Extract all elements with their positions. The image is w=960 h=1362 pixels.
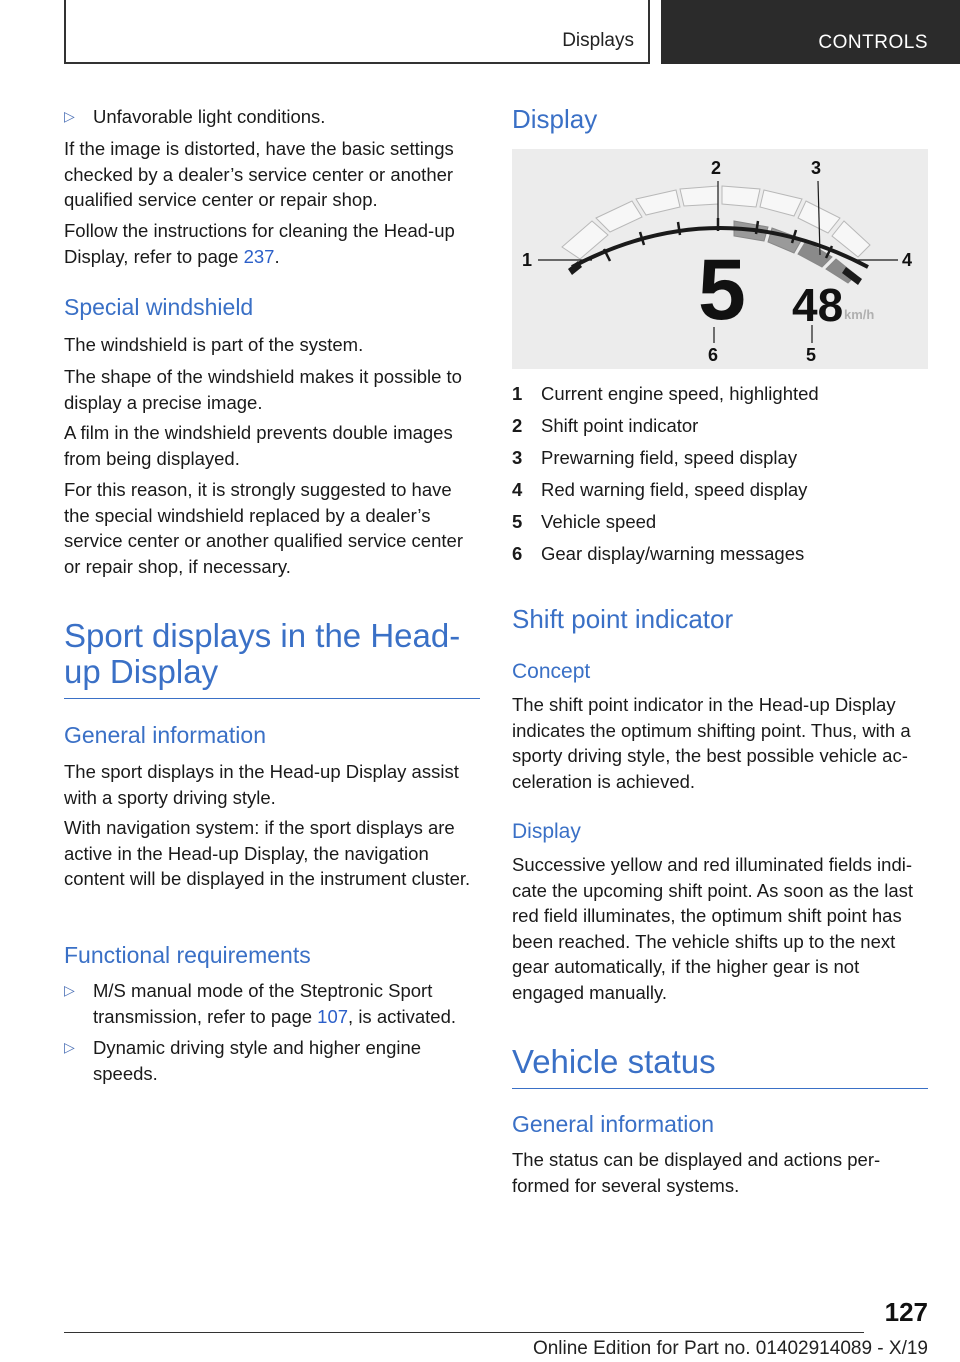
header-chapter-title: CONTROLS bbox=[818, 32, 928, 53]
header-section-box bbox=[64, 0, 650, 64]
paragraph: Successive yellow and red illuminated fields indicate the upcoming shift point. As soon as the last red field illuminates, the optimum shift point has been reached. The vehicle shifts up to the next gear automatically, if the higher gear is not engaged manually. bbox=[512, 854, 914, 1003]
paragraph: Follow the instructions for cleaning the Head-up Display, refer to page 237. bbox=[64, 220, 455, 267]
paragraph: The shape of the windshield makes it possible to display a precise image. bbox=[64, 366, 462, 413]
paragraph: The sport displays in the Head-up Display assist with a sporty driving style. bbox=[64, 761, 459, 808]
heading-vehicle-status: Vehicle status bbox=[512, 1044, 928, 1089]
bullet-triangle-icon: ▷ bbox=[64, 1039, 75, 1055]
heading-shift-point-indicator: Shift point indicator bbox=[512, 604, 734, 634]
heading-general-information: General information bbox=[64, 722, 266, 748]
paragraph: A film in the windshield prevents double images from being displayed. bbox=[64, 422, 453, 469]
heading-functional-requirements: Functional requirements bbox=[64, 942, 311, 968]
hud-illustration bbox=[512, 149, 928, 369]
callout-2: 2 bbox=[711, 158, 722, 178]
bullet-triangle-icon: ▷ bbox=[64, 108, 75, 124]
callout-6: 6 bbox=[708, 345, 719, 365]
paragraph: With navigation system: if the sport displays are active in the Head-up Display, the navigation content will be displayed in the instrument cluster. bbox=[64, 817, 471, 889]
page-link-107[interactable]: 107 bbox=[317, 1005, 349, 1027]
paragraph: The shift point indicator in the Head-up Display indicates the optimum shifting point. Thus, with a sporty driving style, the best possible vehicle acceleration is achieved. bbox=[512, 694, 911, 792]
footer-edition: Online Edition for Part no. 01402914089 - X/19 bbox=[532, 1338, 928, 1359]
vehicle-speed-value: 48 bbox=[792, 279, 844, 331]
heading-concept: Concept bbox=[512, 660, 591, 683]
header-section-title: Displays bbox=[562, 30, 634, 51]
heading-general-information-vehicle: General information bbox=[512, 1111, 714, 1137]
callout-1: 1 bbox=[522, 250, 533, 270]
callout-5: 5 bbox=[806, 345, 817, 365]
paragraph: If the image is distorted, have the basic settings checked by a dealer’s service center or another qualified service center or repair shop. bbox=[64, 138, 454, 210]
heading-display-sub: Display bbox=[512, 820, 581, 843]
paragraph: For this reason, it is strongly suggested to have the special windshield replaced by a dealer’s service center or another qualified service center or repair shop, if necessary. bbox=[64, 479, 463, 577]
heading-display: Display bbox=[512, 104, 598, 134]
hud-sport-display-figure bbox=[512, 149, 928, 369]
page-number: 127 bbox=[884, 1297, 928, 1327]
paragraph: The status can be displayed and actions performed for several systems. bbox=[512, 1149, 881, 1196]
callout-4: 4 bbox=[902, 250, 913, 270]
page-link-237[interactable]: 237 bbox=[243, 245, 275, 267]
footer-divider bbox=[64, 1332, 864, 1333]
bullet-item: ▷ Dynamic driving style and higher engine speeds. bbox=[64, 1037, 422, 1084]
vehicle-speed-unit: km/h bbox=[844, 307, 875, 322]
gear-digit: 5 bbox=[698, 242, 746, 338]
heading-special-windshield: Special windshield bbox=[64, 294, 254, 320]
bullet-item: ▷ Unfavorable light conditions. bbox=[64, 104, 480, 130]
callout-3: 3 bbox=[811, 158, 822, 178]
header-chapter-box bbox=[661, 0, 960, 64]
heading-sport-displays: Sport displays in the Head-up Display bbox=[64, 618, 480, 699]
bullet-item: ▷ M/S manual mode of the Steptronic Sport transmission, refer to page 107, is activated. bbox=[64, 980, 457, 1027]
bullet-triangle-icon: ▷ bbox=[64, 982, 75, 998]
paragraph: The windshield is part of the system. bbox=[64, 334, 364, 355]
